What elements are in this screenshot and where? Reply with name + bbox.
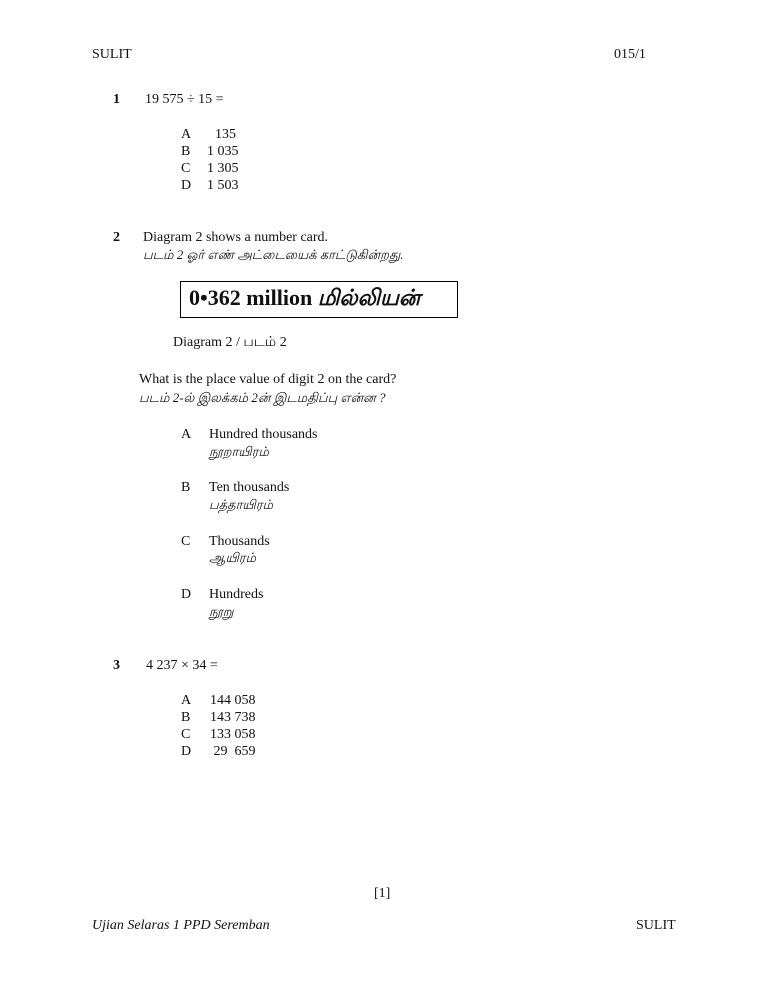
q2-option-en: Thousands — [209, 534, 270, 549]
q3-question: 4 237 × 34 = — [146, 658, 218, 673]
header-left: SULIT — [92, 47, 132, 62]
q3-option-text: 133 058 — [210, 727, 256, 742]
q1-option-text: 1 035 — [207, 144, 239, 159]
q2-option-ta: நூறாயிரம் — [209, 444, 269, 459]
q3-option-text: 144 058 — [210, 693, 256, 708]
q1-number: 1 — [113, 92, 120, 107]
header-right: 015/1 — [614, 47, 646, 62]
q2-number: 2 — [113, 230, 120, 245]
q1-option-text: 1 305 — [207, 161, 239, 176]
footer-right: SULIT — [636, 918, 676, 933]
q1-option-letter: C — [181, 161, 191, 176]
q2-option-letter: C — [181, 534, 191, 549]
q3-option-letter: A — [181, 693, 192, 708]
q1-option-letter: D — [181, 178, 192, 193]
q2-option-ta: நூறு — [209, 604, 234, 619]
card-value-tamil: மில்லியன் — [317, 285, 421, 310]
q2-option-en: Ten thousands — [209, 480, 290, 495]
q2-option-ta: பத்தாயிரம் — [209, 497, 273, 512]
page-number: [1] — [374, 886, 391, 901]
q3-option-letter: D — [181, 744, 192, 759]
q1-option-letter: B — [181, 144, 191, 159]
q2-option-letter: D — [181, 587, 192, 602]
q2-option-letter: A — [181, 427, 192, 442]
q2-option-letter: B — [181, 480, 191, 495]
q3-option-text: 143 738 — [210, 710, 256, 725]
q2-intro-ta: படம் 2 ஓர் எண் அட்டையைக் காட்டுகின்றது. — [143, 247, 404, 262]
q1-option-text: 1 503 — [207, 178, 239, 193]
q3-option-text: 29 659 — [210, 744, 256, 759]
q2-question-ta: படம் 2-ல் இலக்கம் 2ன் இடமதிப்பு என்ன ? — [139, 390, 386, 405]
footer-left: Ujian Selaras 1 PPD Seremban — [92, 918, 270, 933]
q3-number: 3 — [113, 658, 120, 673]
q2-option-ta: ஆயிரம் — [209, 550, 256, 565]
q2-option-en: Hundreds — [209, 587, 264, 602]
q2-intro-en: Diagram 2 shows a number card. — [143, 230, 329, 245]
q2-option-en: Hundred thousands — [209, 427, 318, 442]
diagram-caption: Diagram 2 / படம் 2 — [173, 335, 287, 350]
q3-option-letter: C — [181, 727, 191, 742]
q1-question: 19 575 ÷ 15 = — [145, 92, 224, 107]
card-value: 0•362 million — [189, 285, 313, 310]
q1-option-text: 135 — [215, 127, 236, 142]
q2-question-en: What is the place value of digit 2 on the card? — [139, 372, 397, 387]
number-card — [180, 281, 458, 318]
q3-option-letter: B — [181, 710, 191, 725]
q1-option-letter: A — [181, 127, 192, 142]
